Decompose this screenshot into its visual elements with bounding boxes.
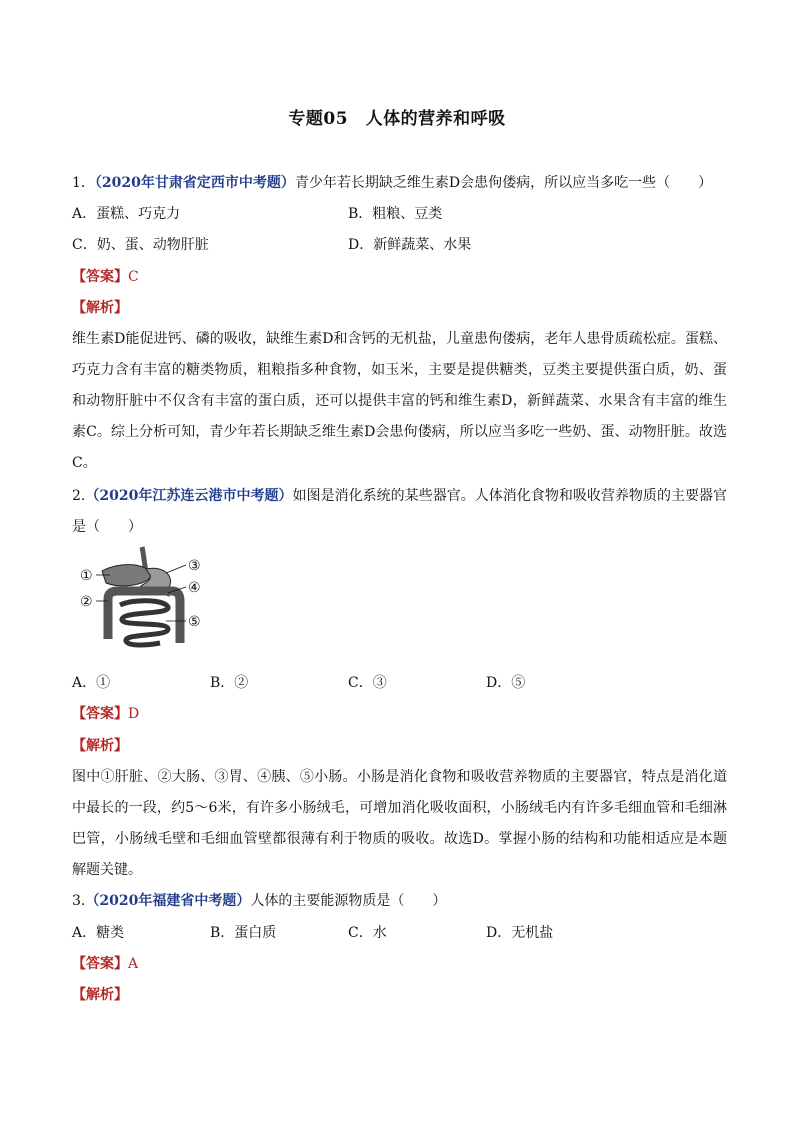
analysis-label: 【解析】: [72, 300, 128, 316]
answer-label: 【答案】: [72, 706, 128, 722]
option-c: C．奶、蛋、动物肝脏: [72, 237, 209, 253]
question-text: 人体的主要能源物质是（ ）: [250, 893, 447, 909]
question-number: 1．: [72, 175, 95, 191]
question-text: 如图是消化系统的某些器官。人体消化食物和吸收营养物质的主要器官是（ ）: [72, 488, 728, 535]
option-b: B．粗粮、豆类: [348, 206, 443, 222]
question-2-stem: [72, 481, 727, 543]
question-text: 青少年若长期缺乏维生素D会患佝偻病，所以应当多吃一些（ ）: [294, 175, 713, 191]
analysis-label: 【解析】: [72, 738, 128, 754]
option-a: A．蛋糕、巧克力: [72, 206, 181, 222]
analysis-text: 图中①肝脏、②大肠、③胃、④胰、⑤小肠。小肠是消化食物和吸收营养物质的主要器官，特点是消化道中最长的一段，约5～6米，有许多小肠绒毛，可增加消化吸收面积，小肠绒毛内有许多毛细血管和毛细淋巴管，小肠绒毛壁和毛细血管壁都很薄有利于物质的吸收。故选D。掌握小肠的结构和功能相适应是本题解题关键。: [72, 769, 727, 878]
digestive-system-diagram: [72, 543, 214, 661]
analysis-heading: [72, 736, 128, 756]
question-number: 2.: [72, 488, 86, 504]
label-1: ①: [80, 568, 93, 584]
analysis-text: 维生素D能促进钙、磷的吸收，缺维生素D和含钙的无机盐，儿童患佝偻病，老年人患骨质疏松症。蛋糕、巧克力含有丰富的糖类物质，粗粮指多种食物，如玉米，主要是提供糖类，豆类主要提供蛋白质，奶、蛋和动物肝脏中不仅含有丰富的蛋白质，还可以提供丰富的钙和维生素D，新鲜蔬菜、水果含有丰富的维生素C。综上分析可知，青少年若长期缺乏维生素D会患佝偻病，所以应当多吃一些奶、蛋、动物肝脏。故选C。: [72, 331, 727, 471]
question-number: 3.: [72, 893, 86, 909]
answer-line: [72, 704, 139, 724]
answer-label: 【答案】: [72, 269, 128, 285]
option-c: C．③: [348, 675, 387, 691]
option-a: A．①: [72, 675, 111, 691]
label-5: ⑤: [188, 614, 201, 630]
option-d: D．无机盐: [486, 925, 554, 941]
answer-value: A: [128, 956, 139, 972]
question-source: （2020年福建省中考题）: [85, 893, 251, 909]
option-c: C．水: [348, 925, 387, 941]
option-d: D．⑤: [486, 675, 526, 691]
label-3: ③: [188, 558, 201, 574]
question-source: （2020年甘肃省定西市中考题）: [94, 175, 295, 191]
label-4: ④: [188, 580, 201, 596]
analysis-heading: [72, 298, 128, 318]
option-b: B．②: [210, 675, 249, 691]
question-1-stem: [72, 173, 712, 193]
option-a: A．糖类: [72, 925, 125, 941]
answer-line: [72, 267, 139, 287]
answer-line: [72, 954, 138, 974]
answer-value: C: [128, 269, 139, 285]
option-b: B．蛋白质: [210, 925, 277, 941]
answer-value: D: [128, 706, 140, 722]
question-source: （2020年江苏连云港市中考题）: [85, 488, 293, 504]
page-title: 专题05 人体的营养和呼吸: [288, 109, 506, 129]
question-3-stem: [72, 891, 446, 911]
analysis-heading: [72, 985, 128, 1005]
option-d: D．新鲜蔬菜、水果: [348, 237, 472, 253]
label-2: ②: [80, 594, 93, 610]
analysis-label: 【解析】: [72, 987, 128, 1003]
answer-label: 【答案】: [72, 956, 128, 972]
